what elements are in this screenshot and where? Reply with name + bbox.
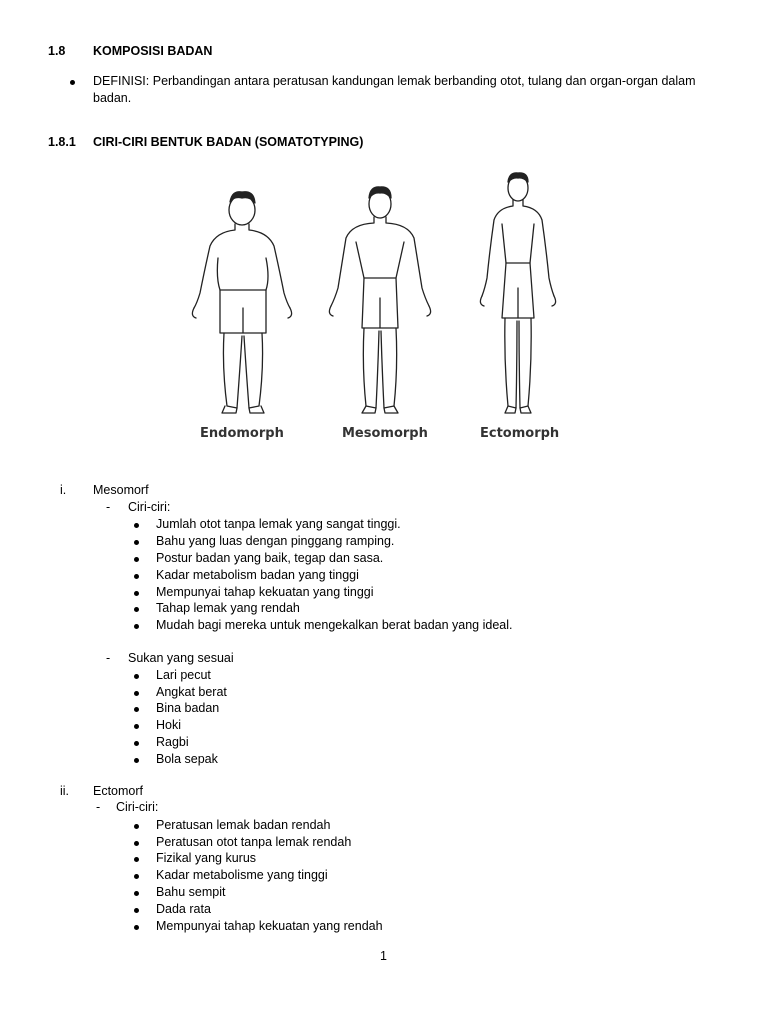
list-item: Kadar metabolisme yang tinggi [156, 868, 328, 882]
definition-text: DEFINISI: Perbandingan antara peratusan kandungan lemak berbanding otot, tulang dan organ-organ dalam badan. [93, 74, 696, 105]
section-i-title: Mesomorf [93, 483, 149, 497]
bullet-icon [134, 908, 139, 913]
bullet-icon [134, 557, 139, 562]
bullet-icon [134, 624, 139, 629]
bullet-icon [134, 925, 139, 930]
bullet-icon [134, 874, 139, 879]
dash-marker: - [106, 651, 111, 665]
list-item: Mempunyai tahap kekuatan yang rendah [156, 919, 383, 933]
label-ectomorph: Ectomorph [480, 426, 560, 441]
list-item: Kadar metabolism badan yang tinggi [156, 568, 359, 582]
list-item: Hoki [156, 718, 182, 732]
dash-marker: - [106, 500, 111, 514]
endomorph-figure [192, 192, 291, 413]
bullet-icon [134, 857, 139, 862]
ciri-label: Ciri-ciri: [128, 500, 171, 514]
list-item: Peratusan otot tanpa lemak rendah [156, 835, 352, 849]
list-item: Tahap lemak yang rendah [156, 601, 300, 615]
ciri-label: Ciri-ciri: [116, 800, 159, 814]
bullet-icon [134, 691, 139, 696]
section-number: 1.8 [48, 44, 66, 58]
subsection-number: 1.8.1 [48, 135, 76, 149]
section-ii-title: Ectomorf [93, 784, 144, 798]
list-item: Postur badan yang baik, tegap dan sasa. [156, 551, 384, 565]
sukan-label: Sukan yang sesuai [128, 651, 234, 665]
bullet-icon [134, 591, 139, 596]
section-i-numeral: i. [60, 483, 67, 497]
bullet-icon [134, 540, 139, 545]
section-title: KOMPOSISI BADAN [93, 44, 213, 58]
list-item: Bahu yang luas dengan pinggang ramping. [156, 534, 395, 548]
list-item: Jumlah otot tanpa lemak yang sangat tinggi. [156, 517, 401, 531]
dash-marker: - [96, 800, 101, 814]
label-mesomorph: Mesomorph [342, 426, 428, 441]
bullet-icon [134, 674, 139, 679]
list-item: Mudah bagi mereka untuk mengekalkan berat badan yang ideal. [156, 618, 513, 632]
bullet-icon [134, 574, 139, 579]
list-item: Dada rata [156, 902, 211, 916]
list-item: Fizikal yang kurus [156, 851, 257, 865]
page-number: 1 [380, 949, 387, 963]
list-item: Mempunyai tahap kekuatan yang tinggi [156, 585, 374, 599]
list-item: Ragbi [156, 735, 189, 749]
list-item: Lari pecut [156, 668, 211, 682]
bullet-icon [134, 841, 139, 846]
bullet-icon [134, 824, 139, 829]
bullet-icon [134, 607, 139, 612]
list-item: Bahu sempit [156, 885, 226, 899]
ectomorph-figure [480, 173, 555, 413]
label-endomorph: Endomorph [200, 426, 284, 441]
list-item: Angkat berat [156, 685, 227, 699]
bullet-icon [134, 724, 139, 729]
list-item: Bina badan [156, 701, 220, 715]
bullet-icon [134, 523, 139, 528]
list-item: Bola sepak [156, 752, 218, 766]
list-item: Peratusan lemak badan rendah [156, 818, 331, 832]
bullet-icon [134, 741, 139, 746]
mesomorph-figure [329, 187, 430, 413]
subsection-title: CIRI-CIRI BENTUK BADAN (SOMATOTYPING) [93, 135, 364, 149]
bullet-icon [134, 891, 139, 896]
body-types-illustration [180, 168, 580, 458]
bullet-icon [134, 707, 139, 712]
bullet-icon [134, 758, 139, 763]
somatotype-figure [180, 168, 580, 458]
section-ii-numeral: ii. [60, 784, 70, 798]
bullet-icon [70, 80, 75, 85]
